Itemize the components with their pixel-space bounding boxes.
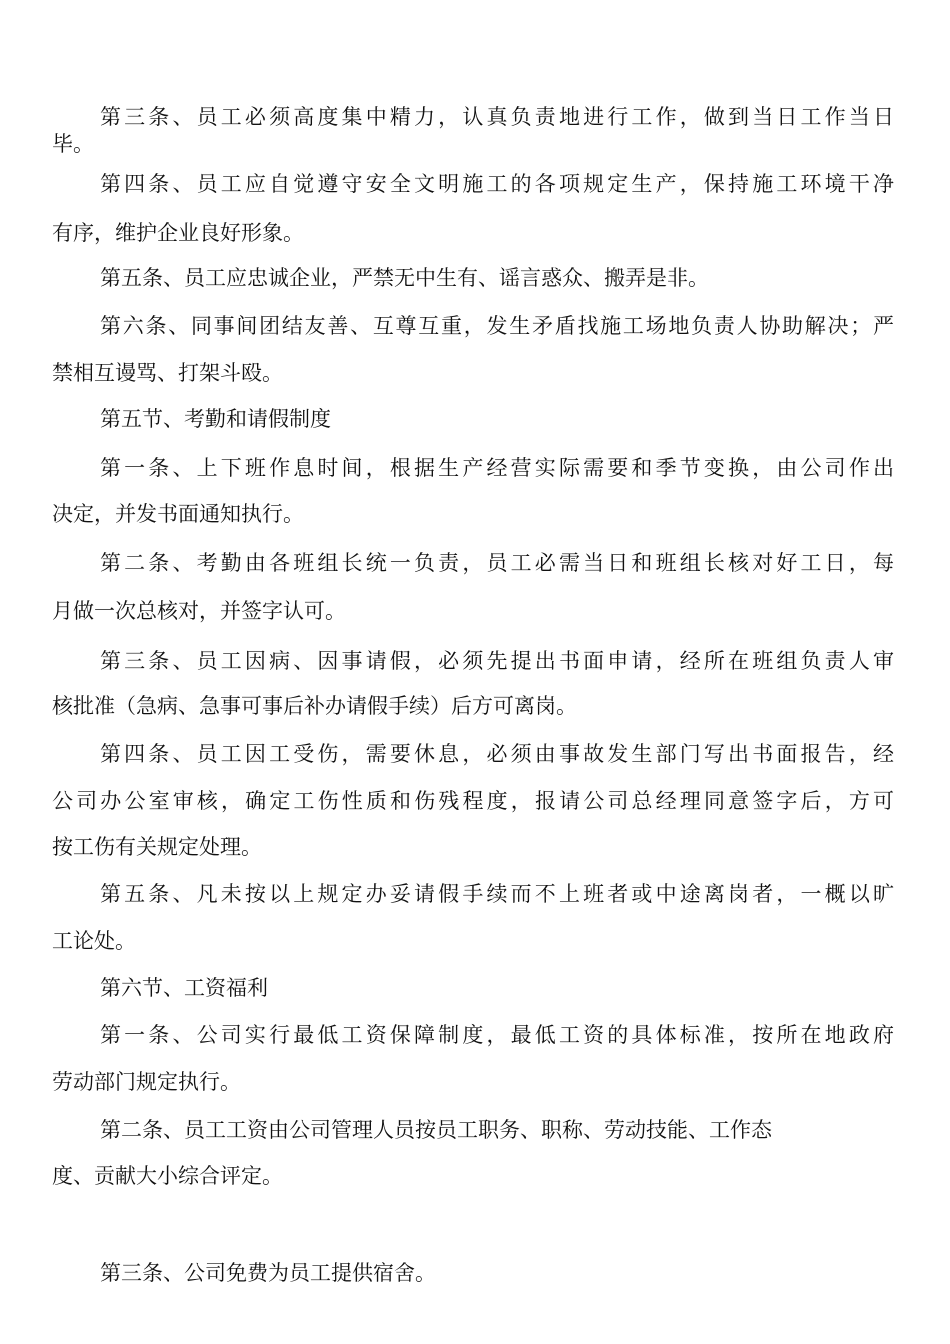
paragraph-line: 第二条、员工工资由公司管理人员按员工职务、职称、劳动技能、工作态 [100,1118,772,1142]
paragraph-line: 第四条、员工应自觉遵守安全文明施工的各项规定生产，保持施工环境干净 [100,172,894,196]
paragraph-line: 第三条、公司免费为员工提供宿舍。 [100,1261,436,1285]
paragraph-line: 第六条、同事间团结友善、互尊互重，发生矛盾找施工场地负责人协助解决；严 [100,314,894,338]
paragraph-line: 第四条、员工因工受伤，需要休息，必须由事故发生部门写出书面报告，经 [100,742,894,766]
paragraph-line: 第一条、上下班作息时间，根据生产经营实际需要和季节变换，由公司作出 [100,456,894,480]
paragraph-line: 工论处。 [52,929,136,953]
paragraph-line: 第五条、员工应忠诚企业，严禁无中生有、谣言惑众、搬弄是非。 [100,266,709,290]
paragraph-line: 度、贡献大小综合评定。 [52,1164,283,1188]
paragraph-line: 毕。 [52,132,94,156]
paragraph-line: 公司办公室审核，确定工伤性质和伤残程度，报请公司总经理同意签字后，方可 [52,789,894,813]
paragraph-line: 第二条、考勤由各班组长统一负责，员工必需当日和班组长核对好工日，每 [100,551,894,575]
paragraph-line: 第一条、公司实行最低工资保障制度，最低工资的具体标准，按所在地政府 [100,1023,894,1047]
section-heading: 第六节、工资福利 [100,976,268,1000]
paragraph-line: 按工伤有关规定处理。 [52,835,262,859]
paragraph-line: 劳动部门规定执行。 [52,1070,241,1094]
section-heading: 第五节、考勤和请假制度 [100,407,331,431]
paragraph-line: 决定，并发书面通知执行。 [52,502,304,526]
paragraph-line: 第三条、员工必须高度集中精力，认真负责地进行工作，做到当日工作当日 [100,105,894,129]
paragraph-line: 核批准（急病、急事可事后补办请假手续）后方可离岗。 [52,694,577,718]
paragraph-line: 禁相互谩骂、打架斗殴。 [52,361,283,385]
paragraph-line: 第三条、员工因病、因事请假，必须先提出书面申请，经所在班组负责人审 [100,649,894,673]
paragraph-line: 第五条、凡未按以上规定办妥请假手续而不上班者或中途离岗者，一概以旷 [100,882,894,906]
paragraph-line: 有序，维护企业良好形象。 [52,221,304,245]
paragraph-line: 月做一次总核对，并签字认可。 [52,599,346,623]
